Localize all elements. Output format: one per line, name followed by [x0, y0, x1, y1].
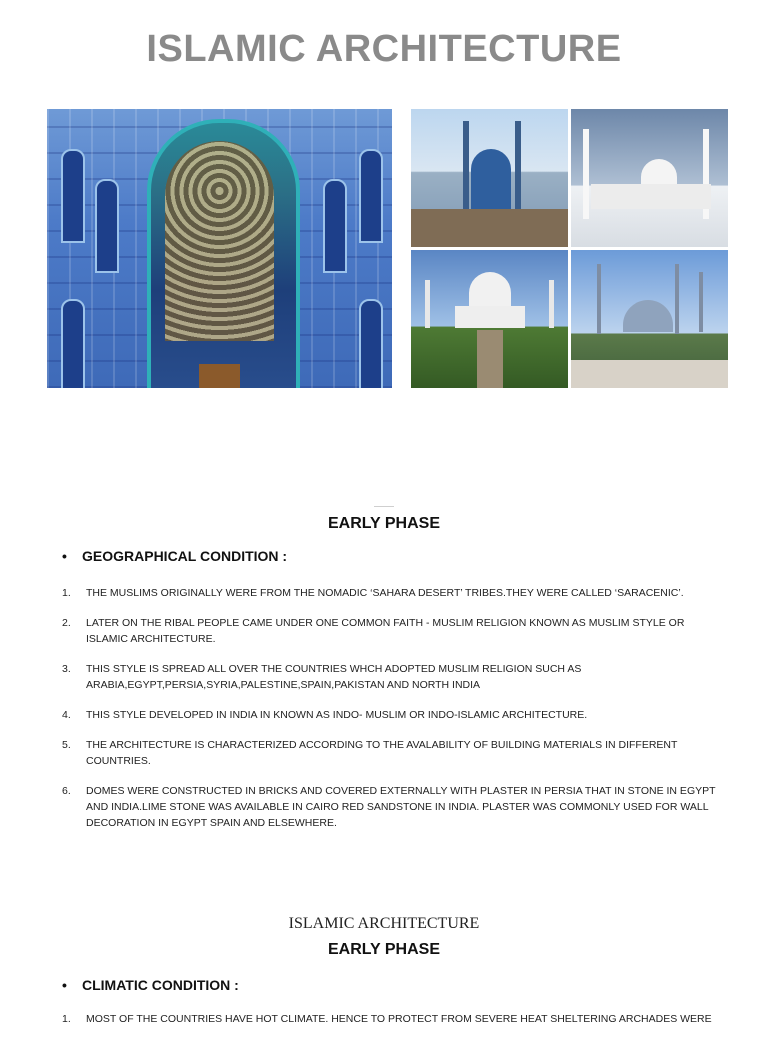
bullet-climatic-condition	[62, 977, 239, 993]
page-title: ISLAMIC ARCHITECTURE	[146, 28, 622, 70]
collage-tile-mosque-courtyard	[411, 109, 568, 247]
collage-tile-taj-mahal	[411, 250, 568, 388]
list-text: THIS STYLE DEVELOPED IN INDIA IN KNOWN AS INDO- MUSLIM OR INDO-ISLAMIC ARCHITECTURE.	[86, 709, 588, 721]
mausoleum-body-shape	[455, 306, 525, 328]
list-item	[62, 585, 722, 601]
list-item	[62, 783, 722, 831]
page-divider	[374, 506, 394, 507]
minaret-shape	[463, 121, 469, 211]
mosque-body-shape	[591, 184, 711, 209]
pathway-shape	[477, 330, 503, 388]
tile-panel	[359, 149, 383, 243]
mosque-collage-image	[411, 109, 728, 388]
tile-panel	[359, 299, 383, 388]
collage-tile-blue-mosque	[571, 250, 728, 388]
list-item	[62, 707, 722, 723]
wooden-door	[199, 364, 240, 388]
mosque-facade-image	[47, 109, 392, 388]
list-text: THE ARCHITECTURE IS CHARACTERIZED ACCORDING TO THE AVALABILITY OF BUILDING MATERIALS IN DIFFERENT COUNTRIES.	[86, 739, 678, 767]
bullet-label: GEOGRAPHICAL CONDITION :	[82, 548, 288, 564]
list-number: 2.	[62, 617, 71, 629]
list-number: 5.	[62, 739, 71, 751]
dome-shape	[641, 159, 677, 185]
bullet-geographical-condition	[62, 548, 287, 564]
geographical-condition-list	[62, 585, 722, 845]
list-item	[62, 1011, 722, 1027]
plaza-shape	[571, 360, 728, 388]
bullet-dot: •	[62, 548, 67, 564]
muqarnas-vault	[165, 141, 274, 341]
list-number: 1.	[62, 1013, 71, 1025]
list-item	[62, 661, 722, 693]
minaret-shape	[425, 280, 430, 328]
list-item	[62, 737, 722, 769]
tile-panel	[61, 299, 85, 388]
section-heading-early-phase: EARLY PHASE	[327, 515, 441, 532]
iwan-arch	[147, 119, 300, 388]
minaret-shape	[597, 264, 601, 334]
minaret-shape	[583, 129, 589, 219]
list-number: 4.	[62, 709, 71, 721]
tile-panel	[61, 149, 85, 243]
bullet-label: CLIMATIC CONDITION :	[82, 977, 239, 993]
minaret-shape	[675, 264, 679, 334]
dome-shape	[623, 300, 673, 332]
list-number: 3.	[62, 663, 71, 675]
minaret-shape	[699, 272, 703, 332]
tile-panel	[95, 179, 119, 273]
bullet-dot: •	[62, 977, 67, 993]
list-text: THIS STYLE IS SPREAD ALL OVER THE COUNTRIES WHCH ADOPTED MUSLIM RELIGION SUCH AS ARABIA,EGYPT,PERSIA,SYRIA,PALESTINE,SPAIN,PAKISTAN AND NORTH INDIA	[86, 663, 582, 691]
courtyard-shape	[411, 209, 568, 247]
climatic-condition-list	[62, 1011, 722, 1041]
list-number: 1.	[62, 587, 71, 599]
list-text: MOST OF THE COUNTRIES HAVE HOT CLIMATE. HENCE TO PROTECT FROM SEVERE HEAT SHELTERING ARCHADES WERE	[86, 1013, 712, 1025]
section2-heading-early-phase: EARLY PHASE	[327, 941, 441, 958]
list-item	[62, 615, 722, 647]
list-text: LATER ON THE RIBAL PEOPLE CAME UNDER ONE COMMON FAITH - MUSLIM RELIGION KNOWN AS MUSLIM STYLE OR ISLAMIC ARCHITECTURE.	[86, 617, 685, 645]
section2-title: ISLAMIC ARCHITECTURE	[288, 915, 480, 932]
dome-shape	[469, 272, 511, 310]
minaret-shape	[549, 280, 554, 328]
minaret-shape	[515, 121, 521, 211]
list-text: THE MUSLIMS ORIGINALLY WERE FROM THE NOMADIC ‘SAHARA DESERT’ TRIBES.THEY WERE CALLED ‘SARACENIC’.	[86, 587, 684, 599]
list-number: 6.	[62, 785, 71, 797]
collage-tile-white-mosque	[571, 109, 728, 247]
list-text: DOMES WERE CONSTRUCTED IN BRICKS AND COVERED EXTERNALLY WITH PLASTER IN PERSIA THAT IN STONE IN EGYPT AND INDIA.LIME STONE WAS AVAILABLE IN CAIRO RED SANDSTONE IN INDIA. PLASTER WAS COMMONLY USED FOR WALL DECORATION IN EGYPT SPAIN AND ELSEWHERE.	[86, 785, 716, 829]
tile-panel	[323, 179, 347, 273]
